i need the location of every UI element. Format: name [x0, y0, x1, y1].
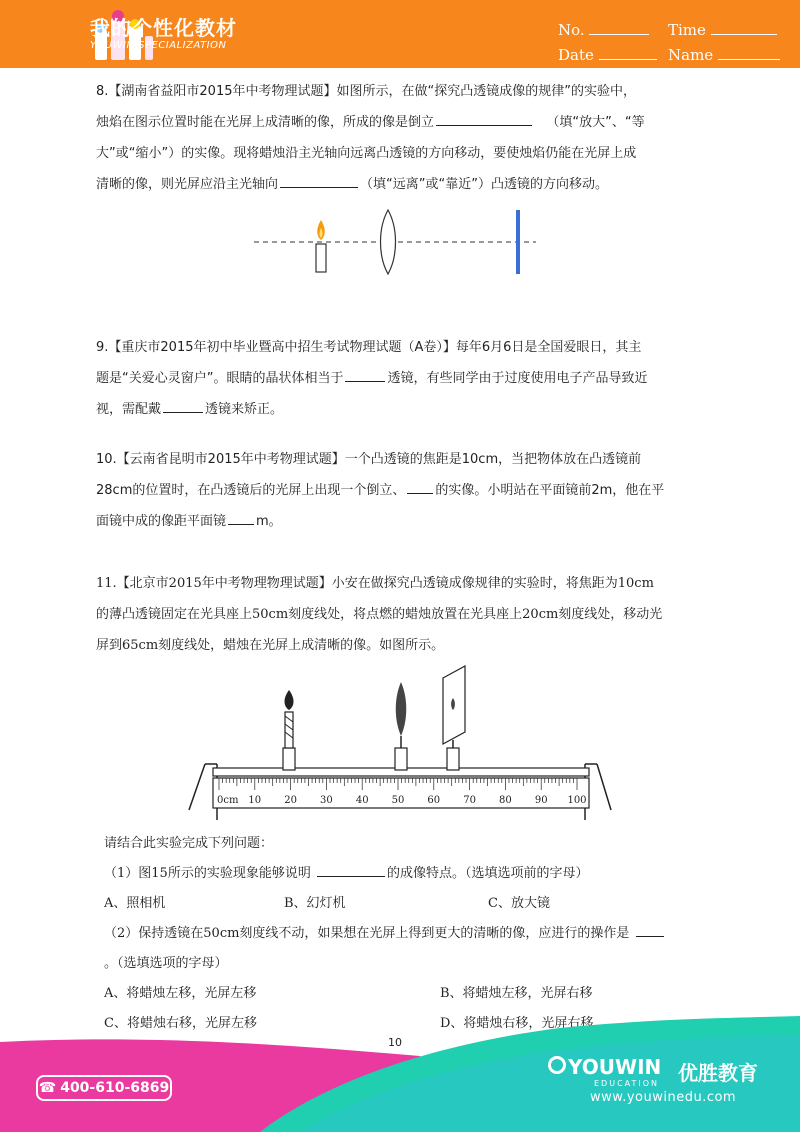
- option-a: A、照相机: [104, 896, 166, 911]
- option-c: C、放大镜: [488, 896, 550, 911]
- q11-line3: 屏到65cm刻度线处，蜡烛在光屏上成清晰的像。如图所示。: [96, 638, 445, 653]
- date-label: Date: [558, 46, 594, 64]
- q11-subquestions: [104, 829, 744, 1039]
- ruler-tick-label: 90: [534, 795, 548, 806]
- candle-icon: [316, 220, 326, 272]
- date-field: [558, 45, 657, 64]
- q10-blank-1: [407, 479, 433, 494]
- q10-line2: 28cm的位置时，在凸透镜后的光屏上出现一个倒立、 的实像。小明站在平面镜前2m，他在平: [96, 475, 726, 506]
- lens-icon: [396, 682, 407, 736]
- q11-blank-1: [317, 862, 385, 877]
- youwin-brand-edu: EDUCATION: [594, 1079, 660, 1088]
- ruler-tick-label: 100: [567, 795, 587, 806]
- q8-line4: 清晰的像，则光屏应沿主光轴向 （填“远离”或“靠近”）凸透镜的方向移动。: [96, 169, 726, 200]
- q11-line2: 的薄凸透镜固定在光具座上50cm刻度线处，将点燃的蜡烛放置在光具座上20cm刻度线处，移动光: [96, 607, 663, 622]
- brand-title: 我的个性化教材: [90, 16, 237, 40]
- q8-blank-1: [436, 111, 532, 126]
- no-label: No.: [558, 21, 585, 39]
- phone-icon: ☎: [38, 1080, 57, 1096]
- convex-lens-icon: [381, 210, 396, 274]
- q9-line3: 视，需配戴 透镜来矫正。: [96, 394, 726, 425]
- q11-sub1: （1）图15所示的实验现象能够说明 的成像特点。（选填选项前的字母）: [104, 859, 744, 889]
- ruler-tick-label: 20: [284, 795, 297, 806]
- time-blank: [711, 20, 777, 35]
- question-8: [96, 76, 726, 200]
- optical-bench-figure: [185, 660, 615, 825]
- option-b: B、幻灯机: [284, 896, 346, 911]
- q8-blank-2: [280, 173, 358, 188]
- page-number: 10: [388, 1036, 402, 1049]
- ruler-tick-label: 10: [248, 795, 262, 806]
- youwin-logo-icon: [548, 1056, 566, 1074]
- q11-intro: 请结合此实验完成下列问题：: [104, 836, 274, 851]
- option-a2: A、将蜡烛左移，光屏左移: [104, 986, 257, 1001]
- phone-badge: [36, 1075, 172, 1101]
- lens-experiment-figure: [250, 208, 540, 280]
- q8-line1: 8.【湖南省益阳市2015年中考物理试题】如图所示，在做“探究凸透镜成像的规律”的实验中，: [96, 84, 636, 99]
- q10-line1: 10.【云南省昆明市2015年中考物理试题】一个凸透镜的焦距是10cm，当把物体放在凸透镜前: [96, 452, 642, 467]
- phone-number: 400-610-6869: [60, 1080, 170, 1096]
- ruler-tick-label: 40: [355, 795, 369, 806]
- option-d2: D、将蜡烛右移，光屏右移: [440, 1016, 594, 1031]
- ruler-tick-label: 80: [499, 795, 512, 806]
- no-field: [558, 20, 649, 39]
- q11-sub2-tail: 。（选填选项的字母）: [104, 956, 228, 971]
- q9-blank-2: [163, 398, 203, 413]
- date-blank: [599, 45, 657, 60]
- time-label: Time: [668, 21, 706, 39]
- q11-sub2: （2）保持透镜在50cm刻度线不动，如果想在光屏上得到更大的清晰的像，应进行的操作是: [104, 919, 744, 949]
- ruler-tick-label: 50: [391, 795, 405, 806]
- q10-line3: 面镜中成的像距平面镜 m。: [96, 506, 726, 537]
- question-10: [96, 444, 726, 537]
- youwin-brand-cn: 优胜教育: [678, 1061, 758, 1085]
- ruler-tick-label: 0cm: [217, 795, 239, 806]
- option-c2: C、将蜡烛右移，光屏左移: [104, 1016, 257, 1031]
- q11-blank-2: [636, 922, 664, 937]
- time-field: [668, 20, 777, 39]
- q11-sub2-options-row1: [104, 979, 744, 1009]
- q11-sub1-options: [104, 889, 744, 919]
- q9-blank-1: [345, 367, 385, 382]
- q9-line2: 题是“关爱心灵窗户”。眼睛的晶状体相当于 透镜，有些同学由于过度使用电子产品导致近: [96, 363, 726, 394]
- name-field: [668, 45, 780, 64]
- name-blank: [718, 45, 780, 60]
- lens-holder: [395, 682, 407, 770]
- no-blank: [589, 20, 649, 35]
- ruler-tick-label: 30: [320, 795, 333, 806]
- q8-line3: 大”或“缩小”）的实像。现将蜡烛沿主光轴向远离凸透镜的方向移动，要使烛焰仍能在光屏上成: [96, 146, 637, 161]
- youwin-brand-en: YOUWIN: [568, 1055, 662, 1079]
- ruler-tick-label: 70: [463, 795, 476, 806]
- name-label: Name: [668, 46, 714, 64]
- q8-line2: 烛焰在图示位置时能在光屏上成清晰的像，所成的像是倒立 （填“放大”、“等: [96, 107, 726, 138]
- flame-icon: [285, 690, 294, 710]
- question-11: [96, 568, 726, 661]
- brand-subtitle: YOUWIN SPECIALIZATION: [90, 40, 227, 51]
- light-screen: [516, 210, 520, 274]
- q10-blank-2: [228, 510, 254, 525]
- ruler-tick-label: 60: [427, 795, 441, 806]
- q9-line1: 9.【重庆市2015年初中毕业暨高中招生考试物理试题（A卷）】每年6月6日是全国爱眼日，其主: [96, 340, 642, 355]
- question-9: [96, 332, 726, 425]
- youwin-url: www.youwinedu.com: [590, 1090, 737, 1105]
- candle-holder: [283, 690, 295, 770]
- option-b2: B、将蜡烛左移，光屏右移: [440, 986, 593, 1001]
- q11-line1: 11.【北京市2015年中考物理物理试题】小安在做探究凸透镜成像规律的实验时，将焦距为10cm: [96, 576, 654, 591]
- screen-holder: [443, 666, 465, 770]
